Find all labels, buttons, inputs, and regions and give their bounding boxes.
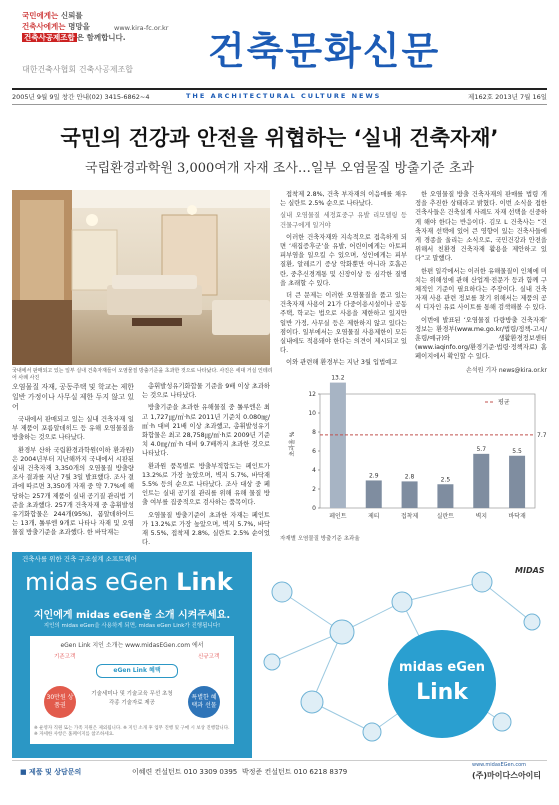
average-value-label: 7.7 [537, 431, 547, 439]
paragraph: 환과원 품목별로 방출부적합도는 페인트가 13.2%로 가장 높았으며, 벽지 5.7%, 바닥재 5.5% 등의 순으로 나타났다. 조사 대상 중 페인트는 실내 공기질 관리를 위해 유해 물질 방출 여부를 집중적으로 검사하는 품목이다. [142, 462, 270, 507]
bar-chart [280, 374, 547, 532]
benefit-label: eGen Link 혜택 [96, 664, 178, 678]
bar-value-label: 5.7 [476, 445, 487, 453]
paragraph: 방출기준을 초과한 유해물질 중 톨루엔은 최고 1,727㎍/㎡·h로 2011년 기준치 0.080㎎/㎡·h 대비 21배 이상 초과했고, 총휘발성유기화합물은 최고 28,758㎍/㎡·h로 2009년 기준치 4.0㎎/㎡·h 대비 9.7배까지 초과한 것으로 나타났다. [142, 404, 270, 458]
y-tick-label: 0 [312, 505, 316, 512]
bar [366, 480, 382, 508]
bar [437, 484, 453, 508]
plot-frame [320, 394, 535, 508]
founding-date: 2005년 9월 9일 창간 안내(02) 3415-6862~4 [12, 93, 150, 101]
special-benefit-badge: 특별한 혜택과 선물 [188, 686, 220, 718]
y-tick-label: 8 [312, 429, 316, 436]
issue-number: 제162호 2013년 7월 16일 [468, 93, 547, 101]
ad-url-text[interactable]: eGen Link 지인 소개는 www.midasEGen.com 에서 [60, 642, 204, 649]
publisher-org: 대한건축사협회 건축사공제조합 [22, 65, 134, 74]
footer-url[interactable]: www.midasEGen.com [472, 762, 527, 768]
bar-value-label: 5.5 [512, 447, 522, 455]
bar-value-label: 13.2 [331, 374, 345, 382]
newspaper-title: 건축문화신문 [208, 29, 441, 73]
paragraph: 국내에서 판매되고 있는 실내 건축자재 일부 제품이 포름알데히드 등 유해 오염물질을 방출하는 것으로 나타났다. [12, 416, 134, 442]
byline: 손석원 기자 news@kira.or.kr [466, 367, 547, 374]
bar [330, 383, 346, 508]
y-axis-label: 초과율 % [289, 431, 296, 457]
paragraph: 접착제 2.8%, 건축 부자재의 이음매를 채우는 실란트 2.5% 순으로 나타났다. [280, 191, 407, 208]
photo-caption: 국내에서 판매되고 있는 일부 실내 건축자재들이 오염물질 방출기준을 초과한 것으로 나타났다. 사진은 세대 거실 인테리어 사례 사진 [12, 368, 273, 381]
paragraph: 이러한 건축자재와 지속적으로 접촉하게 되면 ‘새집증후군’을 유발, 어린이에게는 아토피 피부염을 일으킬 수 있으며, 성인에게는 피부질환, 알레르기 증상 악화뿐만 아니라 호흡곤란, 중추신경계통 및 신장이상 등 심각한 질병을 초래할 수 있다. [280, 233, 407, 287]
contact-label: ■ 제품 및 상담문의 [20, 768, 82, 776]
ad-lead: 지인에게 midas eGen을 소개 시켜주세요. [33, 610, 231, 621]
info-rule [12, 104, 547, 105]
tagline-line-2: 건축사에게는 명망을 [22, 22, 90, 31]
category-label: 실란트 [436, 513, 455, 520]
egen-link-badge: midas eGen Link [388, 630, 496, 738]
contact-1: 이혜련 컨설턴트 010 3309 0395 [132, 768, 238, 776]
bar [509, 456, 525, 508]
paragraph: 더 큰 문제는 이러한 오염물질을 품고 있는 건축자재 사용이 21가 다중이용시설이나 공동주택, 학교는 법으로 사용을 제한하고 있지만 일반 가정, 사무실 등은 제한하지 않고 있다는 점이다. 일부에서는 오염물질 사용제한이 모든 실내에도 적용돼야 한다는 의견이 제시되고 있다. [280, 292, 407, 355]
bar-value-label: 2.8 [404, 473, 415, 481]
chart-note: 자재별 오염물질 방출기준 초과율 [280, 536, 360, 542]
ad-lead-sub: 지인의 midas eGen을 사용하게 되면, midas eGen Link가 진행됩니다! [43, 623, 221, 629]
midas-logo: MIDAS [515, 566, 545, 575]
ad-footer [12, 760, 547, 781]
ad-brand: midas eGen Link [25, 568, 233, 596]
bar [402, 481, 418, 508]
y-tick-label: 10 [308, 410, 316, 417]
paragraph: 한 오염물질 방출 건축자재의 판매를 법령 개정을 추진한 상태라고 밝혔다. 이번 소식을 접한 건축사들은 건축설계 사례도 자재 선택을 신중하게 해야 한다는 반응이다. 김모 L 건축사는 “건축자재 선택에 있어 큰 영향이 있는 건축사들에게 경종을 울리는 소식으로, 국민건강과 안전을 위해서 친환경 건축자재 활용을 제안하고 있다”고 말했다. [415, 191, 547, 263]
paragraph: 오염물질 방출기준이 초과한 자재는 페인트가 13.2%로 가장 높았으며, 벽지 5.7%, 바닥재 5.5%, 접착제 2.8%, 실란트 2.5% 순이었다. [142, 511, 270, 547]
tagline-line-1: 국민에게는 신뢰를 [22, 11, 83, 20]
y-tick-label: 12 [308, 391, 316, 398]
article-column-3 [280, 190, 407, 370]
bar [473, 454, 489, 508]
ad-fine-print: ※ 운영자 직원 또는 가족 지원은 제외됩니다. ※ 지인 소개 후 업무 진행 및 구매 시 보상 진행합니다. ※ 자세한 사항은 홈페이지를 참조하세요. [34, 726, 230, 737]
legend-label: 평균 [498, 399, 510, 406]
y-tick-label: 6 [312, 448, 316, 455]
contact-2: 박정준 컨설턴트 010 6218 8379 [242, 768, 348, 776]
category-label: 바닥재 [508, 513, 526, 520]
paragraph: 환경부 산하 국립환경과학원(이하 환과원)은 2004년부터 지난해까지 국내에서 시판된 실내 건축자재 3,350개의 오염물질 방출량 조사 결과를 지난 7월 3일 발표했다. 조사 결과에 따르면 3,350개 자재 중 약 7.7%에 해당하는 257개 제품이 실내 공기질 관리법 기준을 초과했다. 257개 건축자재 중 총휘발성유기화합물은 244개(95%), 폼알데하이드는 13개, 톨루엔 9개로 나타나 자재 및 오염물질 방출기준을 초과했다. 한 바닥재는 [12, 446, 134, 537]
english-name: THE ARCHITECTURAL CULTURE NEWS [186, 92, 382, 100]
benefit-description: 기술세미나 및 기술교육 무선 초청 각종 기술자료 제공 [91, 691, 173, 706]
y-tick-label: 2 [312, 486, 316, 493]
existing-customer-tag: 기존고객 [54, 654, 76, 660]
new-customer-tag: 신규고객 [198, 654, 220, 660]
issue-info-bar [12, 92, 547, 102]
paragraph: 이번에 발표된 ‘오염물질 다량방출 건축자재’ 정보는 환경부(www.me.go.kr/법령/정책-고시/훈령/예규)와 생활환경정보센터(www.iaqinfo.org/환경기준·법령·정책자료) 홈페이지에서 확인할 수 있다. [415, 316, 547, 361]
paragraph: 이와 관련해 환경부는 지난 3월 입법예고 [286, 359, 398, 367]
category-label: 벽지 [475, 513, 488, 520]
masthead-rule [12, 88, 547, 90]
tagline-line-3: 건축사공제조합 은 함께합니다. [24, 33, 126, 42]
paragraph: 총휘발성유기화합물 기준을 9배 이상 초과하는 것으로 나타났다. [142, 383, 270, 400]
category-label: 접착제 [400, 513, 419, 520]
interior-photo-illustration [12, 190, 270, 365]
category-label: 제티 [367, 513, 380, 520]
website-link[interactable]: www.kira-fc.or.kr [114, 24, 169, 32]
masthead-tagline [22, 10, 212, 80]
chart-canvas [280, 374, 547, 532]
interior-photo [12, 190, 270, 365]
pull-quote: 실내 오염물질 세정효중구 유발 리모델링 등 건물구에게 일거야 [280, 212, 407, 229]
footer-company: (주)마이다스아이티 [472, 771, 542, 780]
bar-value-label: 2.5 [440, 476, 451, 484]
article-column-4 [415, 190, 547, 370]
paragraph: 한편 일각에서는 이러한 유해물질이 인체에 미치는 위해성에 관해 산업계·전문가 등과 함께 구체적인 기준이 필요하다는 주장이다. 실내 건축자재 사용 관련 정보를 찾기 위해서는 제품의 공식 디자인 유료 사이트를 통해 검색해볼 수 있다. [415, 267, 547, 312]
category-label: 페인트 [329, 513, 347, 520]
article-subheadline: 국립환경과학원 3,000여개 자재 조사…일부 오염물질 방출기준 초과 [85, 161, 474, 176]
article-column-2 [142, 382, 270, 547]
lead-summary: 오염물질 자재, 공동주택 및 학교는 제한 일반 가정이나 사무실 제한 두지 않고 있어 [12, 383, 134, 411]
article-headline: 국민의 건강과 안전을 위협하는 ‘실내 건축자재’ [60, 126, 499, 150]
gift-voucher-badge: 30만원 상품권 [44, 686, 76, 718]
bar-value-label: 2.9 [368, 472, 379, 480]
y-tick-label: 4 [312, 467, 316, 474]
article-column-1 [12, 382, 134, 544]
ad-top-text: 건축사를 위한 건축 구조설계 소프트웨어 [22, 555, 138, 563]
